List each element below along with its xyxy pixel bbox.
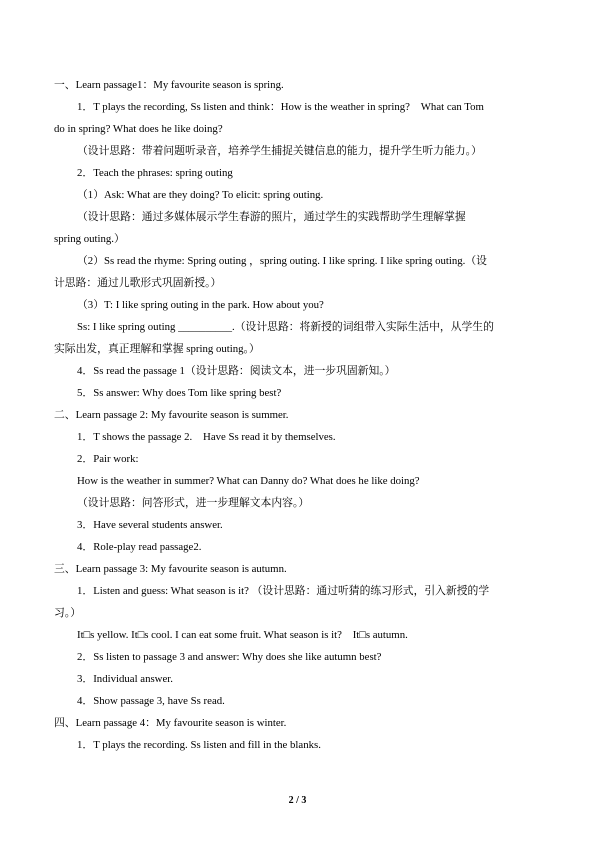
text-line: spring outing.） xyxy=(54,233,125,245)
text-line: 1．T plays the recording. Ss listen and fill in the blanks. xyxy=(77,739,321,751)
text-line: （1）Ask: What are they doing? To elicit: spring outing. xyxy=(77,189,324,201)
text-line: 5．Ss answer: Why does Tom like spring best? xyxy=(77,387,282,399)
text-line: 2．Ss listen to passage 3 and answer: Why does she like autumn best? xyxy=(77,651,382,663)
text-line: 3．Have several students answer. xyxy=(77,519,223,531)
text-line: do in spring? What does he like doing? xyxy=(54,123,223,135)
text-line: 2．Teach the phrases: spring outing xyxy=(77,167,233,179)
text-line: （设计思路：带着问题听录音，培养学生捕捉关键信息的能力，提升学生听力能力。） xyxy=(77,145,482,157)
text-line: 4．Role-play read passage2. xyxy=(77,541,202,553)
text-line: 习。） xyxy=(54,607,81,619)
section-3-heading: 三、Learn passage 3: My favourite season is autumn. xyxy=(54,563,287,575)
text-line: 3．Individual answer. xyxy=(77,673,173,685)
text-line: 4．Show passage 3, have Ss read. xyxy=(77,695,225,707)
text-line: Ss: I like spring outing __________.（设计思路：将新授的词组带入实际生活中，从学生的 xyxy=(77,321,494,333)
text-line: 2．Pair work: xyxy=(77,453,139,465)
text-line: 1．T plays the recording, Ss listen and think：How is the weather in spring? What can Tom xyxy=(77,101,484,113)
text-line: 1．T shows the passage 2. Have Ss read it by themselves. xyxy=(77,431,336,443)
section-4-heading: 四、Learn passage 4：My favourite season is winter. xyxy=(54,717,287,729)
text-line: 实际出发，真正理解和掌握 spring outing。） xyxy=(54,343,260,355)
section-2-heading: 二、Learn passage 2: My favourite season is summer. xyxy=(54,409,289,421)
text-line: 4．Ss read the passage 1（设计思路：阅读文本，进一步巩固新知。） xyxy=(77,365,396,377)
text-line: 1．Listen and guess: What season is it? （设计思路：通过听猜的练习形式，引入新授的学 xyxy=(77,585,490,597)
text-line: （2）Ss read the rhyme: Spring outing ，spring outing. I like spring. I like spring outing.（设 xyxy=(77,255,487,267)
page-number: 2 / 3 xyxy=(288,795,307,806)
text-line: It□s yellow. It□s cool. I can eat some fruit. What season is it? It□s autumn. xyxy=(77,629,408,641)
text-line: 计思路：通过儿歌形式巩固新授。） xyxy=(54,277,222,289)
text-line: （3）T: I like spring outing in the park. How about you? xyxy=(77,299,324,311)
text-line: （设计思路：通过多媒体展示学生春游的照片，通过学生的实践帮助学生理解掌握 xyxy=(77,211,466,223)
section-1-heading: 一、Learn passage1：My favourite season is spring. xyxy=(54,79,284,91)
text-line: How is the weather in summer? What can Danny do? What does he like doing? xyxy=(77,475,420,487)
text-line: （设计思路：问答形式，进一步理解文本内容。） xyxy=(77,497,310,509)
